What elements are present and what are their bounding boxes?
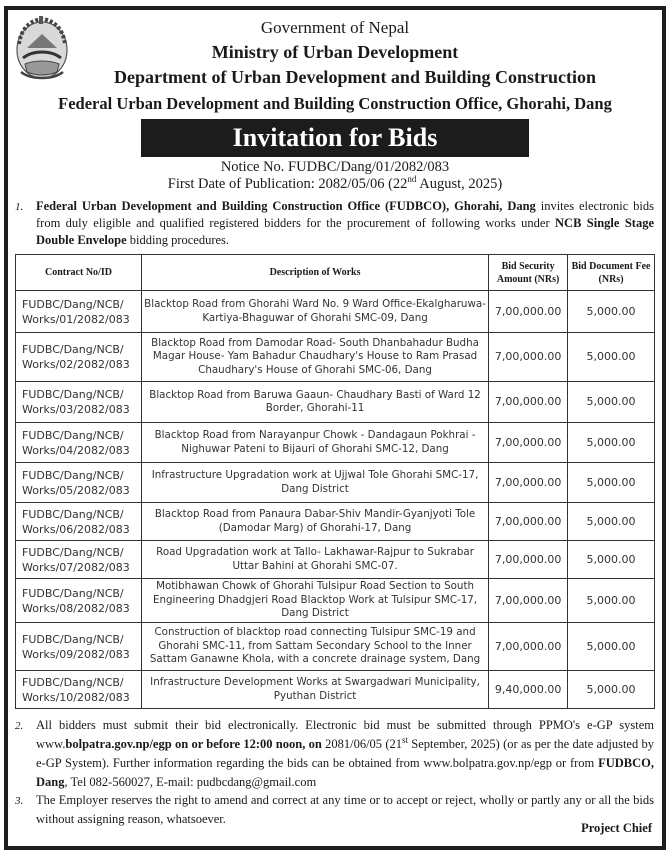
- bid-security: 7,00,000.00: [489, 579, 568, 623]
- work-description: Blacktop Road from Baruwa Gaaun- Chaudhary Basti of Ward 12 Border, Ghorahi-11: [141, 382, 488, 423]
- work-description: Blacktop Road from Panaura Dabar-Shiv Mandir-Gyanjyoti Tole (Damodar Marg) of Ghorahi-17, Dang: [141, 503, 488, 541]
- bid-security: 9,40,000.00: [489, 671, 568, 709]
- document-fee: 5,000.00: [568, 333, 655, 382]
- document-fee: 5,000.00: [568, 382, 655, 423]
- document-fee: 5,000.00: [568, 423, 655, 463]
- work-description: Construction of blacktop road connecting Tulsipur SMC-19 and Ghorahi SMC-11, from Sattam Secondary School to the Inner Sattam Ganawne Khola, with a concrete drainage system, Dang: [141, 623, 488, 671]
- department-name: Department of Urban Development and Building Construction: [113, 67, 597, 87]
- contract-id: FUDBC/Dang/NCB/ Works/01/2082/083: [16, 291, 142, 333]
- para2-number: 2.: [15, 720, 24, 732]
- para1-span1: invites electronic bids from duly eligible and qualified registered bidders for the procurement of following works under: [36, 199, 655, 230]
- bid-security: 7,00,000.00: [489, 463, 568, 503]
- signoff-title: Project Chief: [581, 821, 652, 835]
- table-row: [16, 579, 655, 623]
- contract-id: FUDBC/Dang/NCB/ Works/02/2082/083: [16, 333, 142, 382]
- document-fee: 5,000.00: [568, 579, 655, 623]
- table-row: [16, 291, 655, 333]
- work-description: Motibhawan Chowk of Ghorahi Tulsipur Road Section to South Engineering Dhadgjeri Road Blacktop Work at Tulsipur SMC-17, Dang District: [141, 579, 488, 623]
- bid-security: 7,00,000.00: [489, 541, 568, 579]
- work-description: Infrastructure Development Works at Swargadwari Municipality, Pyuthan District: [141, 671, 488, 709]
- office-name: Federal Urban Development and Building Construction Office, Ghorahi, Dang: [58, 94, 612, 113]
- bid-security: 7,00,000.00: [489, 503, 568, 541]
- bids-table: [15, 254, 655, 709]
- para2-span2: 2081/06/05 (21: [325, 737, 402, 751]
- government-name: Government of Nepal: [260, 18, 410, 37]
- contract-id: FUDBC/Dang/NCB/ Works/09/2082/083: [16, 623, 142, 671]
- para2-text: [36, 716, 654, 792]
- bid-security: 7,00,000.00: [489, 291, 568, 333]
- publication-date-sup: nd: [407, 174, 417, 185]
- contract-id: FUDBC/Dang/NCB/ Works/05/2082/083: [16, 463, 142, 503]
- table-row: [16, 423, 655, 463]
- para3-number: 3.: [15, 795, 24, 807]
- para3-text: The Employer reserves the right to amend and correct at any time or to accept or reject, wholly or partly any or all the bids without assigning reason, whatsoever.: [36, 793, 654, 826]
- col-header-description: Description of Works: [141, 255, 488, 291]
- para2-bold-deadline: bolpatra.gov.np/egp on or before 12:00 noon, on: [65, 737, 326, 751]
- table-row: [16, 333, 655, 382]
- document-fee: 5,000.00: [568, 463, 655, 503]
- page-title: Invitation for Bids: [141, 119, 529, 157]
- para1-bold-method: NCB Single Stage Double Envelope: [36, 216, 654, 247]
- contract-id: FUDBC/Dang/NCB/ Works/08/2082/083: [16, 579, 142, 623]
- table-row: [16, 463, 655, 503]
- table-row: [16, 382, 655, 423]
- para2-bold-office: FUDBCO, Dang: [36, 756, 654, 789]
- ministry-name: Ministry of Urban Development: [211, 42, 459, 62]
- notice-number: Notice No. FUDBC/Dang/01/2082/083: [220, 159, 450, 175]
- bid-security: 7,00,000.00: [489, 623, 568, 671]
- contract-id: FUDBC/Dang/NCB/ Works/04/2082/083: [16, 423, 142, 463]
- col-header-contract: Contract No/ID: [16, 255, 142, 291]
- document-fee: 5,000.00: [568, 623, 655, 671]
- table-header-row: [16, 255, 655, 291]
- para1-number: 1.: [15, 201, 24, 213]
- publication-date-prefix: First Date of Publication: 2082/05/06 (22: [167, 176, 408, 192]
- contract-id: FUDBC/Dang/NCB/ Works/06/2082/083: [16, 503, 142, 541]
- para1-span2: bidding procedures.: [126, 233, 230, 247]
- para2-sup: st: [402, 734, 409, 745]
- contract-id: FUDBC/Dang/NCB/ Works/07/2082/083: [16, 541, 142, 579]
- table-row: [16, 503, 655, 541]
- document-fee: 5,000.00: [568, 671, 655, 709]
- work-description: Road Upgradation work at Tallo- Lakhawar-Rajpur to Sukrabar Uttar Bahini at Ghorahi SMC-07.: [141, 541, 488, 579]
- bid-security: 7,00,000.00: [489, 333, 568, 382]
- para1-text: [36, 198, 654, 249]
- col-header-document-fee: Bid Document Fee (NRs): [568, 255, 655, 291]
- table-row: [16, 541, 655, 579]
- document-fee: 5,000.00: [568, 541, 655, 579]
- table-row: [16, 671, 655, 709]
- document-fee: 5,000.00: [568, 503, 655, 541]
- para2-span4: , Tel 082-560027, E-mail: pudbcdang@gmail.com: [64, 775, 317, 789]
- contract-id: FUDBC/Dang/NCB/ Works/03/2082/083: [16, 382, 142, 423]
- work-description: Blacktop Road from Narayanpur Chowk - Dandagaun Pokhrai -Nighuwar Pateni to Bijauri of Ghorahi SMC-12, Dang: [141, 423, 488, 463]
- bid-security: 7,00,000.00: [489, 423, 568, 463]
- para1-bold-office: Federal Urban Development and Building Construction Office (FUDBCO), Ghorahi, Dang: [36, 199, 536, 213]
- publication-date: [0, 176, 670, 193]
- para2-span1: All bidders must submit their bid electronically. Electronic bid must be submitted through PPMO's e-GP system www.: [36, 718, 654, 751]
- contract-id: FUDBC/Dang/NCB/ Works/10/2082/083: [16, 671, 142, 709]
- table-row: [16, 623, 655, 671]
- work-description: Blacktop Road from Damodar Road- South Dhanbahadur Budha Magar House- Yam Bahadur Chaudhary's House to Ram Prasad Chaudhary's House of Ghorahi SMC-06, Dang: [141, 333, 488, 382]
- publication-date-suffix: August, 2025): [416, 176, 503, 192]
- bid-security: 7,00,000.00: [489, 382, 568, 423]
- work-description: Blacktop Road from Ghorahi Ward No. 9 Ward Office-Ekalgharuwa-Kartiya-Bhaguwar of Ghorahi SMC-09, Dang: [141, 291, 488, 333]
- document-fee: 5,000.00: [568, 291, 655, 333]
- work-description: Infrastructure Upgradation work at Ujjwal Tole Ghorahi SMC-17, Dang District: [141, 463, 488, 503]
- para2-span3: September, 2025) (or as per the date adjusted by e-GP System). Further information regarding the bids can be obtained from www.bolpatra.gov.np/egp or from: [36, 737, 654, 770]
- col-header-bid-security: Bid Security Amount (NRs): [489, 255, 568, 291]
